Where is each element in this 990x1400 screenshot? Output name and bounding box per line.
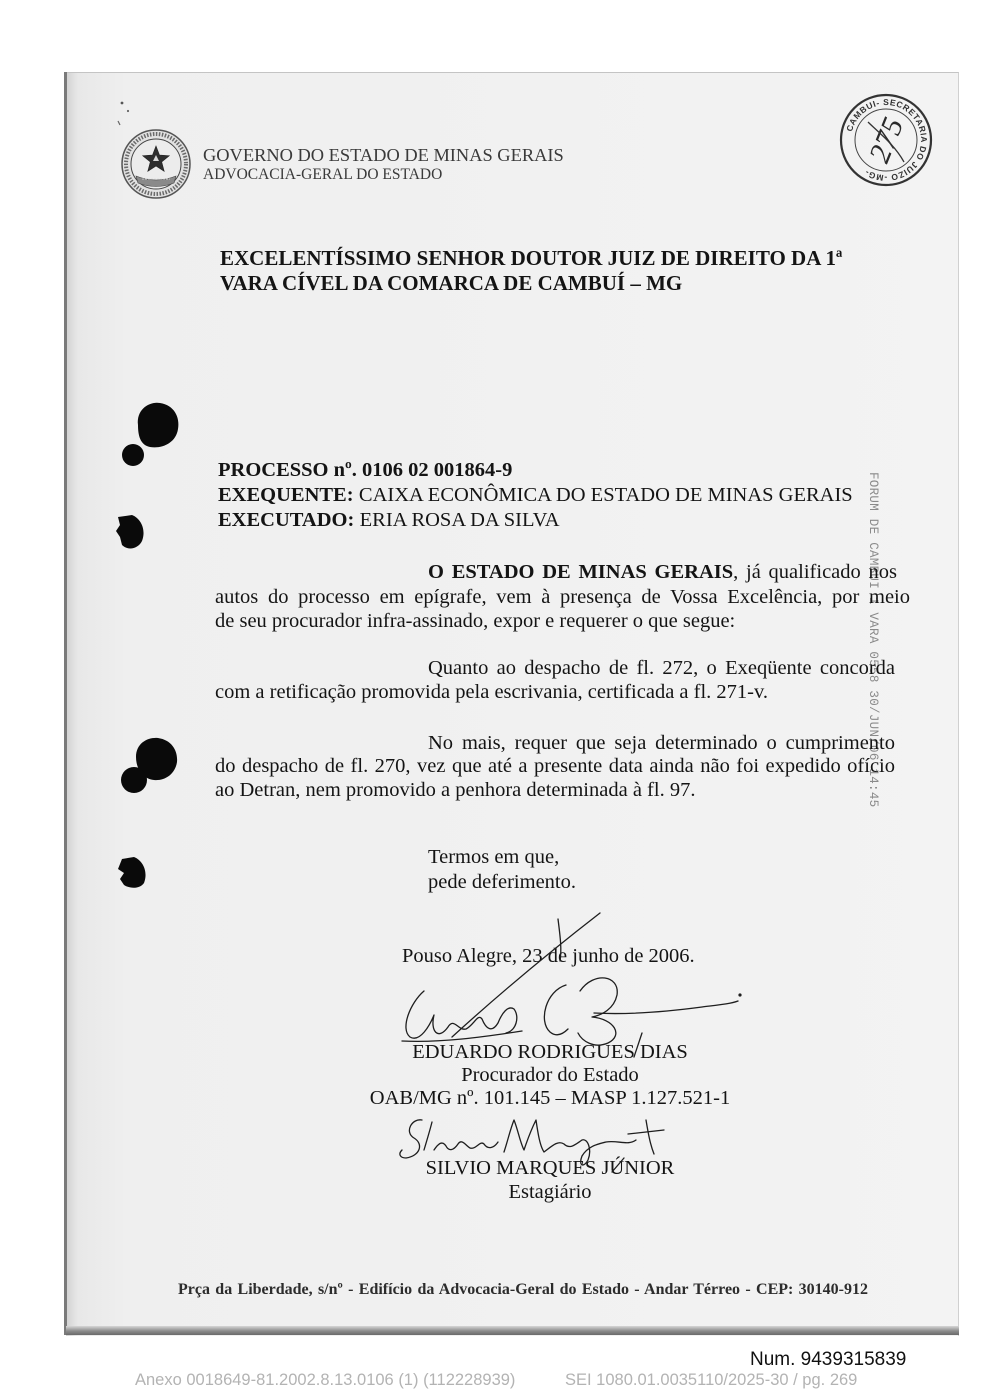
signature-procurador bbox=[380, 905, 760, 1065]
plaintiff-label: EXEQUENTE: bbox=[218, 484, 354, 506]
footer-address: Prça da Liberdade, s/nº - Edifício da Advocacia-Geral do Estado - Andar Térreo - CEP: 30140-912 bbox=[178, 1281, 868, 1298]
stamp-ring-text: CAMBUI- SECRETARIA DO JUIZO -MG- bbox=[844, 96, 930, 184]
punch-hole bbox=[118, 857, 146, 888]
paragraph-1-line-3: de seu procurador infra-assinado, expor e requerer o que segue: bbox=[215, 610, 736, 632]
plaintiff-line bbox=[218, 483, 853, 507]
signatory-1-role: Procurador do Estado bbox=[461, 1064, 639, 1086]
paragraph-3-line-2: do despacho de fl. 270, vez que até a presente data ainda não foi expedido ofício bbox=[215, 755, 895, 777]
sei-page-reference: SEI 1080.01.0035110/2025-30 / pg. 269 bbox=[565, 1371, 858, 1389]
signatory-2-name: SILVIO MARQUES JÚNIOR bbox=[425, 1157, 675, 1179]
page-left-edge bbox=[64, 72, 67, 1335]
signatory-1-registration: OAB/MG nº. 101.145 – MASP 1.127.521-1 bbox=[369, 1087, 731, 1109]
filing-date-stamp: FORUM DE CAMBUI 1 VARA 0558 30/JUN/06 14:45 bbox=[866, 472, 880, 808]
punch-hole bbox=[122, 444, 144, 466]
agency-header: ADVOCACIA-GERAL DO ESTADO bbox=[203, 166, 443, 183]
process-number: PROCESSO nº. 0106 02 001864-9 bbox=[218, 459, 513, 481]
closing-line-1: Termos em que, bbox=[428, 846, 560, 868]
party-name-bold: O ESTADO DE MINAS GERAIS bbox=[428, 561, 734, 583]
punch-holes bbox=[100, 395, 190, 905]
addressee-line-1: EXCELENTÍSSIMO SENHOR DOUTOR JUIZ DE DIREITO DA 1ª bbox=[220, 246, 843, 270]
punch-hole bbox=[138, 403, 179, 448]
paragraph-1-line-1 bbox=[428, 560, 897, 584]
paragraph-1-line-2: autos do processo em epígrafe, vem à presença de Vossa Excelência, por meio bbox=[215, 586, 910, 608]
place-and-date: Pouso Alegre, 23 de junho de 2006. bbox=[402, 945, 695, 967]
defendant-name: ERIA ROSA DA SILVA bbox=[359, 509, 560, 531]
punch-hole bbox=[121, 767, 147, 793]
signatory-2-role: Estagiário bbox=[508, 1181, 592, 1203]
state-coat-of-arms-icon bbox=[120, 128, 192, 200]
paragraph-3-line-3: ao Detran, nem promovido a penhora determinada à fl. 97. bbox=[215, 779, 696, 801]
plaintiff-name: CAIXA ECONÔMICA DO ESTADO DE MINAS GERAIS bbox=[358, 484, 853, 506]
document-number: Num. 9439315839 bbox=[750, 1349, 907, 1370]
signatory-1-name: EDUARDO RODRIGUES DIAS bbox=[412, 1041, 688, 1063]
paragraph-2-line-1: Quanto ao despacho de fl. 272, o Exeqüente concorda bbox=[428, 657, 895, 679]
paragraph-3-line-1: No mais, requer que seja determinado o cumprimento bbox=[428, 732, 895, 754]
stamp-handwritten-number: 275 bbox=[862, 113, 911, 168]
defendant-label: EXECUTADO: bbox=[218, 509, 355, 531]
court-secretariat-stamp bbox=[838, 92, 934, 188]
paragraph-2-line-2: com a retificação promovida pela escrivania, certificada a fl. 271-v. bbox=[215, 681, 769, 703]
government-header: GOVERNO DO ESTADO DE MINAS GERAIS bbox=[203, 145, 564, 165]
annex-reference: Anexo 0018649-81.2002.8.13.0106 (1) (112228939) bbox=[135, 1371, 516, 1389]
page-bottom-edge bbox=[66, 1326, 959, 1335]
punch-hole bbox=[116, 515, 144, 548]
paragraph-1-line-1-rest: , já qualificado nos bbox=[733, 561, 897, 583]
addressee-line-2: VARA CÍVEL DA COMARCA DE CAMBUÍ – MG bbox=[220, 271, 683, 295]
signature-estagiario bbox=[390, 1110, 680, 1176]
defendant-line bbox=[218, 508, 560, 532]
closing-line-2: pede deferimento. bbox=[428, 871, 576, 893]
